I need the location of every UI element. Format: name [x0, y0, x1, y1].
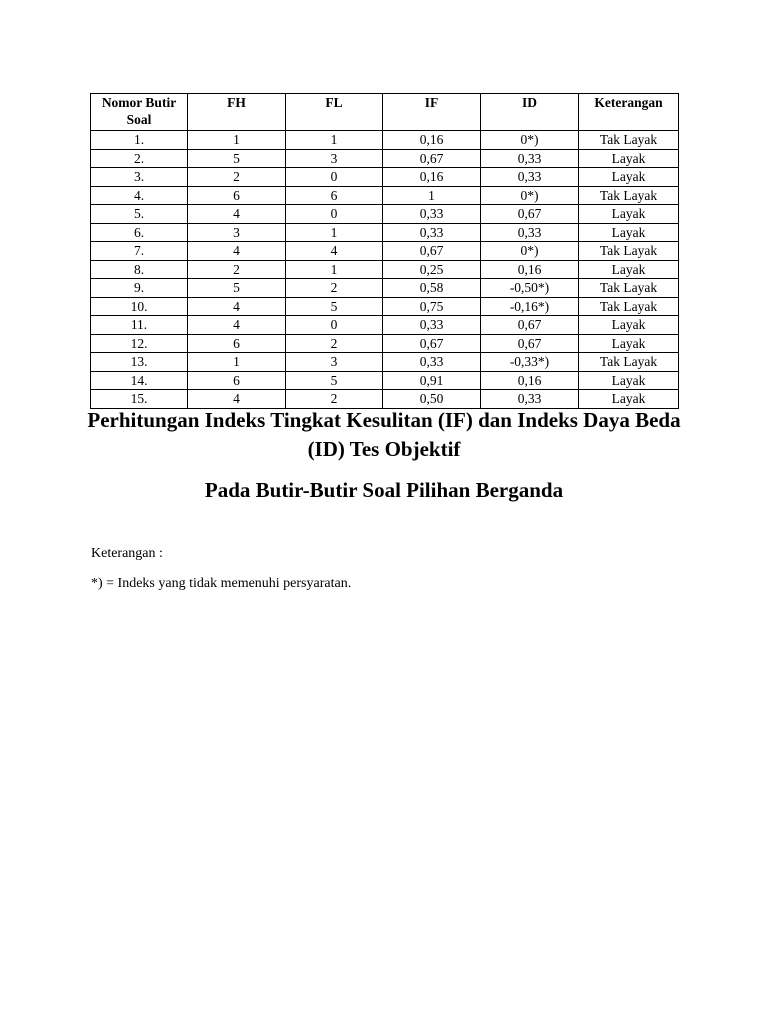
cell-nomor: 1.: [91, 131, 188, 150]
cell-nomor: 11.: [91, 316, 188, 335]
cell-if: 0,67: [383, 149, 481, 168]
cell-keterangan: Layak: [579, 149, 679, 168]
cell-nomor: 4.: [91, 186, 188, 205]
cell-fl: 5: [286, 371, 383, 390]
cell-fl: 1: [286, 260, 383, 279]
header-fl: FL: [286, 94, 383, 131]
cell-nomor: 7.: [91, 242, 188, 261]
table-row: [91, 168, 679, 187]
cell-fh: 3: [188, 223, 286, 242]
cell-if: 0,33: [383, 205, 481, 224]
cell-keterangan: Layak: [579, 316, 679, 335]
cell-nomor: 9.: [91, 279, 188, 298]
page-subtitle: Pada Butir-Butir Soal Pilihan Berganda: [204, 478, 564, 502]
table-row: [91, 242, 679, 261]
cell-keterangan: Tak Layak: [579, 353, 679, 372]
cell-fl: 6: [286, 186, 383, 205]
cell-fl: 1: [286, 131, 383, 150]
cell-id: 0,33: [481, 223, 579, 242]
cell-id: 0*): [481, 186, 579, 205]
cell-fl: 0: [286, 205, 383, 224]
cell-id: -0,16*): [481, 297, 579, 316]
cell-nomor: 15.: [91, 390, 188, 409]
cell-if: 0,58: [383, 279, 481, 298]
cell-keterangan: Tak Layak: [579, 279, 679, 298]
cell-if: 0,33: [383, 223, 481, 242]
cell-nomor: 6.: [91, 223, 188, 242]
cell-id: 0,33: [481, 390, 579, 409]
cell-if: 0,67: [383, 242, 481, 261]
cell-id: 0,33: [481, 168, 579, 187]
cell-nomor: 14.: [91, 371, 188, 390]
cell-fl: 0: [286, 316, 383, 335]
page-title: Perhitungan Indeks Tingkat Kesulitan (IF) dan Indeks Daya Beda (ID) Tes Objektif: [87, 408, 681, 461]
table-row: [91, 131, 679, 150]
cell-fh: 5: [188, 149, 286, 168]
cell-nomor: 8.: [91, 260, 188, 279]
cell-keterangan: Layak: [579, 371, 679, 390]
notes-text: *) = Indeks yang tidak memenuhi persyaratan.: [91, 576, 352, 591]
cell-if: 0,67: [383, 334, 481, 353]
cell-id: 0,67: [481, 205, 579, 224]
cell-fh: 6: [188, 186, 286, 205]
cell-id: 0*): [481, 131, 579, 150]
header-nomor-butir-soal: Nomor Butir Soal: [91, 94, 188, 131]
table-row: [91, 316, 679, 335]
table-header-row: [91, 94, 679, 131]
cell-id: 0,16: [481, 371, 579, 390]
cell-fh: 4: [188, 297, 286, 316]
cell-id: 0,67: [481, 316, 579, 335]
cell-id: 0,33: [481, 149, 579, 168]
cell-id: 0,16: [481, 260, 579, 279]
table-row: [91, 186, 679, 205]
table-row: [91, 223, 679, 242]
cell-fh: 1: [188, 131, 286, 150]
cell-fl: 2: [286, 390, 383, 409]
cell-fl: 2: [286, 279, 383, 298]
cell-keterangan: Layak: [579, 168, 679, 187]
cell-nomor: 2.: [91, 149, 188, 168]
cell-if: 0,50: [383, 390, 481, 409]
table-body: [91, 131, 679, 409]
cell-id: -0,33*): [481, 353, 579, 372]
cell-keterangan: Tak Layak: [579, 242, 679, 261]
table-row: [91, 353, 679, 372]
cell-nomor: 13.: [91, 353, 188, 372]
cell-id: 0*): [481, 242, 579, 261]
cell-keterangan: Layak: [579, 260, 679, 279]
cell-fh: 4: [188, 205, 286, 224]
table-row: [91, 279, 679, 298]
cell-nomor: 5.: [91, 205, 188, 224]
cell-fl: 4: [286, 242, 383, 261]
cell-if: 0,16: [383, 131, 481, 150]
cell-if: 0,75: [383, 297, 481, 316]
header-keterangan: Keterangan: [579, 94, 679, 131]
cell-id: -0,50*): [481, 279, 579, 298]
cell-fh: 4: [188, 390, 286, 409]
cell-fl: 0: [286, 168, 383, 187]
results-table: [90, 93, 679, 409]
cell-if: 0,16: [383, 168, 481, 187]
cell-fh: 5: [188, 279, 286, 298]
cell-fh: 2: [188, 260, 286, 279]
cell-fh: 1: [188, 353, 286, 372]
cell-if: 0,33: [383, 316, 481, 335]
header-if: IF: [383, 94, 481, 131]
header-fh: FH: [188, 94, 286, 131]
cell-fh: 4: [188, 316, 286, 335]
cell-fh: 6: [188, 371, 286, 390]
header-id: ID: [481, 94, 579, 131]
cell-fl: 1: [286, 223, 383, 242]
cell-nomor: 10.: [91, 297, 188, 316]
cell-if: 0,91: [383, 371, 481, 390]
cell-id: 0,67: [481, 334, 579, 353]
cell-fh: 2: [188, 168, 286, 187]
cell-keterangan: Layak: [579, 334, 679, 353]
notes-label: Keterangan :: [91, 546, 163, 561]
cell-keterangan: Tak Layak: [579, 131, 679, 150]
table-row: [91, 260, 679, 279]
cell-if: 0,33: [383, 353, 481, 372]
cell-keterangan: Layak: [579, 205, 679, 224]
cell-nomor: 12.: [91, 334, 188, 353]
cell-fl: 3: [286, 353, 383, 372]
cell-if: 0,25: [383, 260, 481, 279]
cell-keterangan: Layak: [579, 390, 679, 409]
cell-keterangan: Tak Layak: [579, 186, 679, 205]
cell-if: 1: [383, 186, 481, 205]
table-row: [91, 297, 679, 316]
cell-fl: 5: [286, 297, 383, 316]
cell-fl: 3: [286, 149, 383, 168]
cell-fh: 4: [188, 242, 286, 261]
cell-keterangan: Tak Layak: [579, 297, 679, 316]
cell-fl: 2: [286, 334, 383, 353]
table-row: [91, 371, 679, 390]
table-row: [91, 334, 679, 353]
table-row: [91, 149, 679, 168]
table-row: [91, 205, 679, 224]
cell-keterangan: Layak: [579, 223, 679, 242]
cell-nomor: 3.: [91, 168, 188, 187]
cell-fh: 6: [188, 334, 286, 353]
